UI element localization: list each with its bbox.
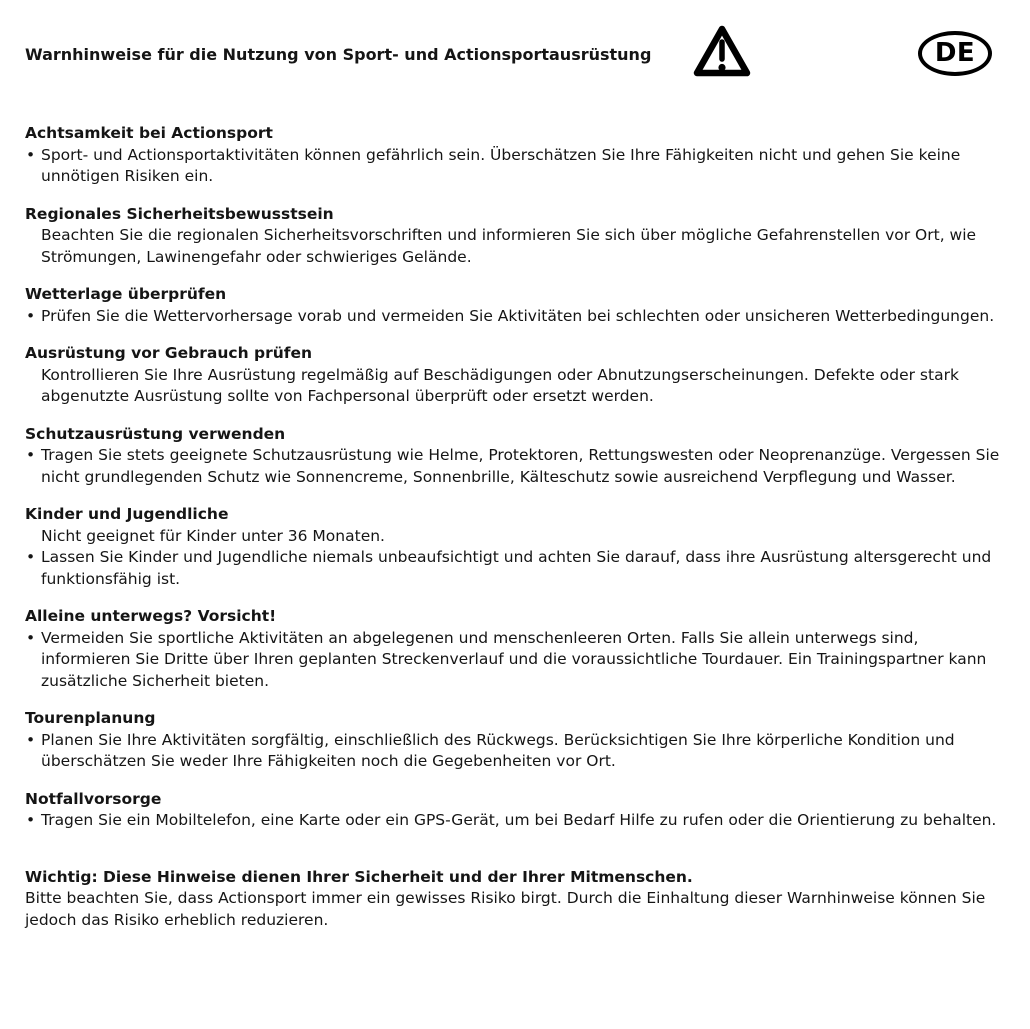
list-item [25, 547, 1000, 590]
list-item-text: Prüfen Sie die Wettervorhersage vorab und vermeiden Sie Aktivitäten bei schlechten oder unsicheren Wetterbedingungen. [41, 306, 995, 325]
section-heading: Wetterlage überprüfen [25, 285, 227, 303]
list-item [25, 730, 1000, 773]
section-heading: Kinder und Jugendliche [25, 505, 229, 523]
section-heading: Ausrüstung vor Gebrauch prüfen [25, 344, 313, 362]
list-item-text: Tragen Sie ein Mobiltelefon, eine Karte oder ein GPS-Gerät, um bei Bedarf Hilfe zu rufen oder die Orientierung zu behalten. [41, 811, 997, 829]
section-heading: Achtsamkeit bei Actionsport [25, 124, 273, 142]
list-item-text: Tragen Sie stets geeignete Schutzausrüstung wie Helme, Protektoren, Rettungswesten oder Neoprenanzüge. Vergessen Sie nicht grundlegenden Schutz wie Sonnencreme, Sonnenbrille, Kälteschutz sowie ausreichend Verpflegung und Wasser. [41, 446, 1000, 486]
section-heading: Alleine unterwegs? Vorsicht! [25, 607, 277, 625]
list-item [25, 365, 1000, 408]
list-item [25, 628, 1000, 693]
section-heading: Regionales Sicherheitsbewusstsein [25, 204, 334, 223]
warning-section [25, 204, 1000, 269]
document-header [25, 0, 1000, 107]
bullet-icon: • [26, 145, 36, 164]
bullet-icon: • [26, 548, 36, 566]
list-item-text: Lassen Sie Kinder und Jugendliche niemals unbeaufsichtigt und achten Sie darauf, dass ihre Ausrüstung altersgerecht und funktionsfähig ist. [41, 548, 992, 588]
section-items [25, 445, 1000, 488]
warning-section [25, 606, 1000, 692]
warning-section [25, 504, 1000, 590]
warning-section [25, 708, 1000, 773]
list-item [25, 225, 1000, 268]
language-badge-label: DE [934, 37, 976, 68]
bullet-icon: • [26, 628, 36, 647]
list-item [25, 306, 1000, 328]
section-heading: Tourenplanung [25, 709, 156, 727]
section-heading: Schutzausrüstung verwenden [25, 424, 286, 443]
list-item-text: Planen Sie Ihre Aktivitäten sorgfältig, einschließlich des Rückwegs. Berücksichtigen Sie Ihre körperliche Kondition und überschätzen Sie weder Ihre Fähigkeiten noch die Gegebenheiten vor Ort. [41, 730, 955, 770]
section-items [25, 810, 1000, 832]
sections-container [25, 123, 1000, 832]
list-item-text: Kontrollieren Sie Ihre Ausrüstung regelmäßig auf Beschädigungen oder Abnutzungserscheinungen. Defekte oder stark abgenutzte Ausrüstung sollte von Fachpersonal überprüft oder ersetzt werden. [41, 365, 959, 405]
list-item-text: Beachten Sie die regionalen Sicherheitsvorschriften und informieren Sie sich über mögliche Gefahrenstellen vor Ort, wie Strömungen, Lawinengefahr oder schwieriges Gelände. [41, 226, 977, 266]
section-items [25, 730, 1000, 773]
list-item [25, 145, 1000, 188]
bullet-icon: • [26, 811, 36, 829]
list-item [25, 810, 1000, 832]
list-item-text: Nicht geeignet für Kinder unter 36 Monaten. [41, 526, 385, 545]
section-items [25, 628, 1000, 693]
list-item [25, 526, 1000, 548]
section-items [25, 306, 1000, 328]
warning-section [25, 424, 1000, 489]
list-item [25, 445, 1000, 488]
section-items [25, 365, 1000, 408]
page-title: Warnhinweise für die Nutzung von Sport- und Actionsportausrüstung [25, 45, 652, 64]
section-items [25, 225, 1000, 268]
document-footer [25, 867, 1000, 932]
bullet-icon: • [26, 730, 36, 749]
warning-triangle-icon [691, 22, 753, 82]
language-badge [918, 31, 992, 76]
warning-section [25, 789, 1000, 832]
warning-section [25, 343, 1000, 408]
section-items [25, 526, 1000, 591]
warning-section [25, 123, 1000, 188]
list-item-text: Sport- und Actionsportaktivitäten können gefährlich sein. Überschätzen Sie Ihre Fähigkeiten nicht und gehen Sie keine unnötigen Risiken ein. [41, 145, 961, 185]
section-items [25, 145, 1000, 188]
list-item-text: Vermeiden Sie sportliche Aktivitäten an abgelegenen und menschenleeren Orten. Falls Sie allein unterwegs sind, informieren Sie Dritte über Ihren geplanten Streckenverlauf und die voraussichtliche Tourdauer. Ein Trainingspartner kann zusätzliche Sicherheit bieten. [41, 628, 987, 690]
warning-section [25, 284, 1000, 327]
bullet-icon: • [26, 446, 36, 464]
section-heading: Notfallvorsorge [25, 789, 162, 808]
bullet-icon: • [26, 306, 36, 325]
footer-emphasis: Wichtig: Diese Hinweise dienen Ihrer Sicherheit und der Ihrer Mitmenschen. [25, 867, 693, 886]
footer-text: Bitte beachten Sie, dass Actionsport immer ein gewisses Risiko birgt. Durch die Einhaltung dieser Warnhinweise können Sie jedoch das Risiko erheblich reduzieren. [25, 889, 986, 929]
